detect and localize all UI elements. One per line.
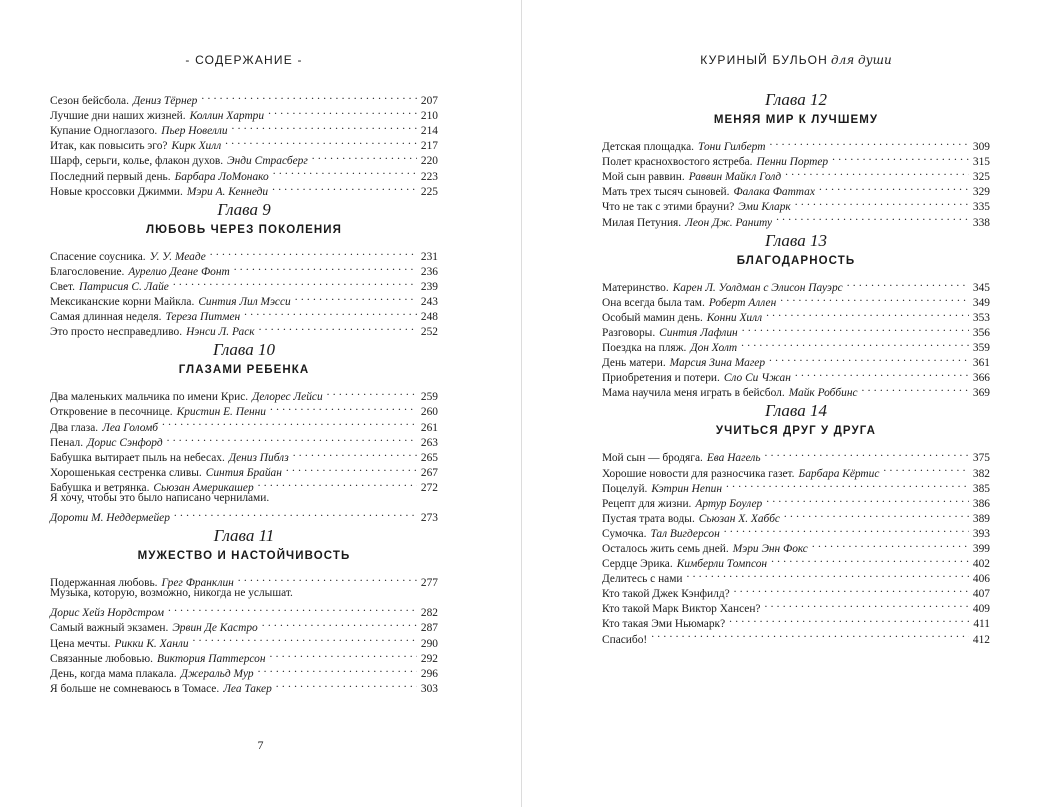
toc-entry-author: Нэнси Л. Раск — [186, 326, 255, 339]
running-head-left: - СОДЕРЖАНИЕ - — [185, 53, 303, 67]
dot-leader — [258, 476, 417, 491]
toc-entry-title: Связанные любовью. — [50, 652, 153, 665]
chapter-number: Глава 12 — [765, 90, 827, 109]
toc-entry-title: Мексиканские корни Майкла. — [50, 296, 195, 309]
toc-entry-page: 315 — [972, 156, 990, 169]
chapter-title: ГЛАЗАМИ РЕБЕНКА — [178, 364, 310, 377]
toc-entry-title: Сезон бейсбола. — [50, 95, 129, 108]
toc-entry-author: Мэри А. Кеннеди — [186, 185, 269, 198]
chapter-entries — [50, 571, 438, 590]
dot-leader — [262, 616, 417, 631]
toc-entry-author: Фалака Фаттах — [733, 186, 815, 199]
toc-entry-page: 273 — [420, 512, 438, 525]
toc-entry-page: 303 — [420, 682, 438, 695]
toc-entry-title: Приобретения и потери. — [602, 372, 720, 385]
dot-leader — [795, 195, 969, 210]
toc-entry-page: 353 — [972, 311, 990, 324]
dot-leader — [819, 180, 969, 195]
dot-leader — [812, 537, 969, 552]
dot-leader — [795, 366, 969, 381]
chapter-title: БЛАГОДАРНОСТЬ — [736, 254, 856, 267]
toc-entry-title: Рецепт для жизни. — [602, 497, 692, 510]
toc-entry-author: Дорис Хейз Нордстром — [50, 607, 164, 620]
toc-entry-author: Роберт Аллен — [708, 296, 777, 309]
toc-entry-page: 252 — [420, 326, 438, 339]
dot-leader — [270, 647, 417, 662]
toc-entry-page: 359 — [972, 342, 990, 355]
toc-entry-title: Особый мамин день. — [602, 311, 703, 324]
dot-leader — [272, 180, 417, 195]
toc-entry-page: 261 — [420, 421, 438, 434]
toc-entry-author: Кимберли Томпсон — [676, 558, 768, 571]
toc-entry-author: Джеральд Мур — [180, 667, 254, 680]
toc-entry-title: Осталось жить семь дней. — [602, 542, 729, 555]
dot-leader — [276, 677, 417, 692]
toc-entry[interactable] — [50, 571, 438, 590]
chapter-number: Глава 11 — [213, 526, 275, 546]
toc-entry-page: 220 — [420, 155, 438, 168]
toc-entry-page: 411 — [973, 618, 990, 631]
toc-entry-title: Полет краснохвостого ястреба. — [602, 156, 753, 169]
dot-leader — [726, 477, 969, 492]
dot-leader — [785, 165, 969, 180]
toc-entry-title: Благословение. — [50, 265, 125, 278]
toc-entry-page: 272 — [420, 481, 438, 494]
toc-entry[interactable] — [602, 135, 990, 154]
toc-entry-title: Свет. — [50, 280, 75, 293]
toc-entry-author: Леон Дж. Раниту — [685, 216, 773, 229]
toc-entry-page: 402 — [972, 558, 990, 571]
toc-entry-title: Хорошенькая сестренка сливы. — [50, 466, 202, 479]
toc-entry-author: Коллин Хартри — [189, 110, 265, 123]
toc-entry-title: Шарф, серьги, колье, флакон духов. — [50, 155, 224, 168]
chapter-title: ЛЮБОВЬ ЧЕРЕЗ ПОКОЛЕНИЯ — [145, 223, 343, 236]
toc-entry-title: Цена мечты. — [50, 637, 111, 650]
toc-entry-author: Кристин Е. Пенни — [176, 406, 267, 419]
toc-entry-page: 259 — [420, 391, 438, 404]
toc-entry-page: 290 — [420, 637, 438, 650]
toc-entry-page: 225 — [420, 185, 438, 198]
toc-entry-title: Купание Одноглазого. — [50, 125, 158, 138]
toc-entry-page: 243 — [420, 296, 438, 309]
toc-entry-page: 406 — [972, 573, 990, 586]
toc-entry-author: Дениз Пиблз — [228, 451, 289, 464]
toc-entry-page: 407 — [972, 588, 990, 601]
dot-leader — [312, 149, 417, 164]
chapter-9 — [50, 199, 438, 339]
dot-leader — [724, 522, 969, 537]
toc-entry-title: Бабушка вытирает пыль на небесах. — [50, 451, 225, 464]
chapter-entries — [50, 385, 438, 494]
dot-leader — [766, 492, 969, 507]
toc-entry-page: 248 — [420, 311, 438, 324]
chapter-entries — [602, 135, 990, 229]
toc-entry-page: 239 — [420, 280, 438, 293]
toc-entry-page: 260 — [420, 406, 438, 419]
toc-entry-page: 231 — [420, 250, 438, 263]
toc-entry-author: Дорис Сэнфорд — [87, 436, 163, 449]
toc-entry-page: 267 — [420, 466, 438, 479]
toc-entry-page: 399 — [972, 542, 990, 555]
toc-entry-title: Кто такая Эми Ньюмарк? — [602, 618, 726, 631]
toc-entry[interactable] — [602, 446, 990, 465]
toc-entry-page: 366 — [972, 372, 990, 385]
toc-entry-author: Барбара Кёртис — [798, 467, 880, 480]
chapter-number: Глава 13 — [765, 230, 827, 250]
dot-leader — [771, 552, 969, 567]
dot-leader — [742, 321, 969, 336]
toc-entry-page: 356 — [972, 326, 990, 339]
toc-entry-title: Мать трех тысяч сыновей. — [602, 186, 730, 199]
toc-entry-page: 265 — [420, 451, 438, 464]
book-title: КУРИНЫЙ БУЛЬОН — [700, 53, 829, 67]
dot-leader — [832, 150, 969, 165]
dot-leader — [729, 612, 969, 627]
toc-entry-title: Мой сын раввин. — [602, 171, 685, 184]
toc-entry-page: 236 — [420, 265, 438, 278]
toc-entry-title: Лучшие дни наших жизней. — [50, 110, 186, 123]
dot-leader — [734, 582, 969, 597]
dot-leader — [244, 305, 417, 320]
toc-entry-author: Патрисия С. Лайе — [78, 280, 169, 293]
toc-entry-page: 409 — [972, 603, 990, 616]
toc-entry-page: 375 — [972, 452, 990, 465]
toc-entry-title: Пенал. — [50, 436, 84, 449]
toc-entry-author: Майк Роббинс — [788, 387, 858, 400]
page-number: 7 — [257, 738, 264, 752]
toc-entry-author: Тереза Питмен — [165, 311, 241, 324]
toc-entry-page: 217 — [420, 140, 438, 153]
toc-entry[interactable] — [50, 245, 438, 263]
chapter-10 — [50, 339, 438, 525]
toc-entry-wrapped[interactable] — [50, 491, 438, 525]
toc-entry-page: 296 — [420, 667, 438, 680]
dot-leader — [232, 119, 417, 134]
toc-entry-title: Подержанная любовь. — [50, 577, 158, 590]
dot-leader — [201, 89, 417, 104]
toc-entry-author: Дон Холт — [690, 342, 738, 355]
dot-leader — [769, 351, 969, 366]
toc-entry-author: Леа Голомб — [102, 421, 158, 434]
toc-entry-author: Синтия Лафлин — [659, 326, 738, 339]
toc-entry-title: Спасибо! — [602, 633, 648, 646]
toc-entry-title: Два глаза. — [50, 421, 99, 434]
toc-entry-page: 412 — [972, 633, 990, 646]
chapter-title: МЕНЯЯ МИР К ЛУЧШЕМУ — [713, 114, 879, 126]
toc-entry-author: Сьюзан Х. Хаббс — [698, 512, 780, 525]
toc-entry-title: Новые кроссовки Джимми. — [50, 185, 183, 198]
toc-entry-title: Самая длинная неделя. — [50, 311, 162, 324]
toc-entry-author: Дороти М. Неддермейер — [50, 512, 170, 525]
book-title-script: для души — [831, 53, 892, 67]
toc-entry-author: Кирк Хилл — [171, 140, 222, 153]
toc-entry-title: Сердце Эрика. — [602, 558, 673, 571]
toc-entry-page: 335 — [972, 201, 990, 214]
toc-entry-author: Виктория Паттерсон — [156, 652, 266, 665]
dot-leader — [784, 507, 969, 522]
running-head-right — [602, 52, 990, 68]
chapter-entries — [602, 276, 990, 400]
toc-entry-page: 223 — [420, 170, 438, 183]
toc-entry-title: Это просто несправедливо. — [50, 326, 183, 339]
chapter-number: Глава 14 — [765, 401, 827, 421]
dot-leader — [268, 104, 417, 119]
toc-entry[interactable] — [50, 89, 438, 108]
toc-entry-title: Детская площадка. — [602, 141, 695, 154]
dot-leader — [259, 320, 417, 335]
toc-entry-author: Дениз Тёрнер — [132, 95, 198, 108]
dot-leader — [173, 275, 417, 290]
dot-leader — [862, 381, 969, 396]
toc-entry-title: Я хочу, чтобы это было написано чернилами. — [50, 491, 270, 504]
chapter-entries — [602, 446, 990, 646]
toc-entry-page: 389 — [972, 512, 990, 525]
toc-entry-page: 345 — [972, 281, 990, 294]
toc-entry-title: Последний первый день. — [50, 170, 171, 183]
dot-leader — [210, 245, 417, 260]
toc-entry-author: Эрвин Де Кастро — [172, 622, 258, 635]
chapter-14 — [602, 400, 990, 646]
toc-entry-author: Пенни Портер — [756, 156, 829, 169]
toc-entry-author: Ева Нагель — [706, 452, 761, 465]
toc-entry-author: Тони Гилберт — [698, 141, 766, 154]
toc-entry[interactable] — [50, 385, 438, 404]
toc-entry-title: Итак, как повысить эго? — [50, 140, 168, 153]
toc-entry-author: У. У. Меаде — [149, 250, 206, 263]
toc-entry-author: Аурелио Деане Фонт — [128, 265, 230, 278]
toc-entry-author: Синтия Брайан — [205, 466, 282, 479]
toc-entry-title: Мой сын — бродяга. — [602, 452, 703, 465]
toc-entry-author: Делорес Лейси — [252, 391, 323, 404]
toc-entry-author: Карен Л. Уолдман с Элисон Пауэрс — [672, 281, 843, 294]
toc-entry-title: Спасение соусника. — [50, 250, 146, 263]
toc-entry-title: Два маленьких мальчика по имени Крис. — [50, 391, 249, 404]
toc-entry-title: День, когда мама плакала. — [50, 667, 177, 680]
toc-entry-author: Грег Франклин — [161, 577, 234, 590]
toc-entry-title: Она всегда была там. — [602, 296, 705, 309]
dot-leader — [765, 446, 969, 461]
chapter-entries — [50, 616, 438, 695]
dot-leader — [780, 291, 969, 306]
chapter-11 — [50, 525, 438, 695]
toc-entry-author: Конни Хилл — [706, 311, 763, 324]
toc-entry-author: Сьюзан Америкашер — [153, 481, 254, 494]
toc-entry-title: Откровение в песочнице. — [50, 406, 173, 419]
toc-entry-author: Мэри Энн Фокс — [732, 542, 808, 555]
toc-entry-title: Что не так с этими брауни? — [602, 201, 735, 214]
dot-leader — [167, 431, 417, 446]
toc-entry-page: 329 — [972, 186, 990, 199]
left-column — [50, 52, 438, 695]
dot-leader — [651, 627, 969, 642]
chapter-number: Глава 10 — [213, 340, 275, 360]
toc-entry[interactable] — [602, 276, 990, 294]
toc-entry-title: Пустая трата воды. — [602, 512, 695, 525]
chapter-13 — [602, 230, 990, 400]
toc-entry-page: 382 — [972, 467, 990, 480]
toc-entry-page: 282 — [420, 607, 438, 620]
toc-entry-page: 385 — [972, 482, 990, 495]
toc-entry-page: 263 — [420, 436, 438, 449]
dot-leader — [270, 400, 417, 415]
toc-entry-title: Материнство. — [602, 281, 669, 294]
toc-entry-page: 210 — [420, 110, 438, 123]
toc-entry-author: Пьер Новелли — [161, 125, 228, 138]
toc-entry-wrapped[interactable] — [50, 586, 438, 620]
right-column — [602, 52, 990, 646]
toc-entry-page: 386 — [972, 497, 990, 510]
toc-entry-page: 369 — [972, 387, 990, 400]
toc-entry-title: Милая Петуния. — [602, 216, 682, 229]
toc-entry-page: 338 — [972, 216, 990, 229]
dot-leader — [168, 601, 417, 616]
dot-leader — [193, 631, 417, 646]
dot-leader — [174, 506, 417, 521]
dot-leader — [776, 210, 969, 225]
toc-entry-title: Кто такой Джек Кэнфилд? — [602, 588, 730, 601]
toc-entry-page: 309 — [972, 141, 990, 154]
toc-entry-title: Поцелуй. — [602, 482, 648, 495]
dot-leader — [234, 260, 417, 275]
toc-entry-title: Музыка, которую, возможно, никогда не услышат. — [50, 587, 293, 600]
dot-leader — [769, 135, 968, 150]
toc-entry-author: Леа Такер — [223, 682, 272, 695]
dot-leader — [225, 134, 417, 149]
dot-leader — [295, 290, 417, 305]
toc-entry[interactable] — [602, 627, 990, 646]
toc-entry-page: 361 — [972, 357, 990, 370]
toc-entry-author: Кэтрин Непин — [651, 482, 722, 495]
dot-leader — [766, 306, 969, 321]
toc-entry-page: 277 — [420, 577, 438, 590]
dot-leader — [258, 662, 417, 677]
dot-leader — [687, 567, 969, 582]
chapter-12 — [602, 89, 990, 229]
toc-entry-title: Разговоры. — [602, 326, 656, 339]
toc-entry-page: 393 — [972, 527, 990, 540]
toc-entry-page: 292 — [420, 652, 438, 665]
toc-entry-title: Поездка на пляж. — [602, 342, 687, 355]
toc-entry-title: Самый важный экзамен. — [50, 622, 169, 635]
dot-leader — [238, 571, 417, 586]
dot-leader — [883, 461, 969, 476]
toc-entry-page: 214 — [420, 125, 438, 138]
dot-leader — [286, 461, 417, 476]
toc-entry-author: Синтия Лил Мэсси — [198, 296, 291, 309]
toc-entry-author: Раввин Майкл Голд — [688, 171, 782, 184]
toc-entry-title: Хорошие новости для разносчика газет. — [602, 467, 795, 480]
toc-entry-author: Энди Страсберг — [227, 155, 308, 168]
toc-entry-author: Артур Боулер — [695, 497, 763, 510]
intro-entries — [50, 89, 438, 198]
dot-leader — [273, 164, 417, 179]
chapter-title: МУЖЕСТВО И НАСТОЙЧИВОСТЬ — [137, 550, 351, 563]
toc-entry-author: Рикки К. Ханли — [114, 637, 189, 650]
toc-entry-title: Мама научила меня играть в бейсбол. — [602, 387, 785, 400]
dot-leader — [764, 597, 968, 612]
toc-entry-title: Делитесь с нами — [602, 573, 683, 586]
toc-entry-author: Барбара ЛоМонако — [174, 170, 269, 183]
chapter-title: УЧИТЬСЯ ДРУГ У ДРУГА — [715, 425, 877, 438]
toc-entry-title: Сумочка. — [602, 527, 647, 540]
toc-entry-page: 287 — [420, 622, 438, 635]
dot-leader — [162, 415, 417, 430]
toc-entry-page: 325 — [972, 171, 990, 184]
right-page — [522, 0, 1049, 807]
dot-leader — [741, 336, 969, 351]
chapter-number: Глава 9 — [217, 199, 271, 219]
dot-leader — [847, 276, 969, 291]
toc-entry-author: Эми Кларк — [738, 201, 791, 214]
toc-entry-author: Тал Вигдерсон — [650, 527, 720, 540]
toc-entry-author: Марсия Зина Магер — [669, 357, 766, 370]
toc-entry-title: Бабушка и ветрянка. — [50, 481, 150, 494]
toc-entry-page: 349 — [972, 296, 990, 309]
toc-entry-page: 207 — [420, 95, 438, 108]
dot-leader — [293, 446, 417, 461]
toc-entry-author: Сло Си Чжан — [723, 372, 791, 385]
dot-leader — [327, 385, 417, 400]
toc-entry-title: День матери. — [602, 357, 666, 370]
toc-entry-title: Кто такой Марк Виктор Хансен? — [602, 603, 761, 616]
toc-entry-title: Я больше не сомневаюсь в Томасе. — [50, 682, 220, 695]
left-page — [0, 0, 521, 807]
chapter-entries — [50, 245, 438, 339]
